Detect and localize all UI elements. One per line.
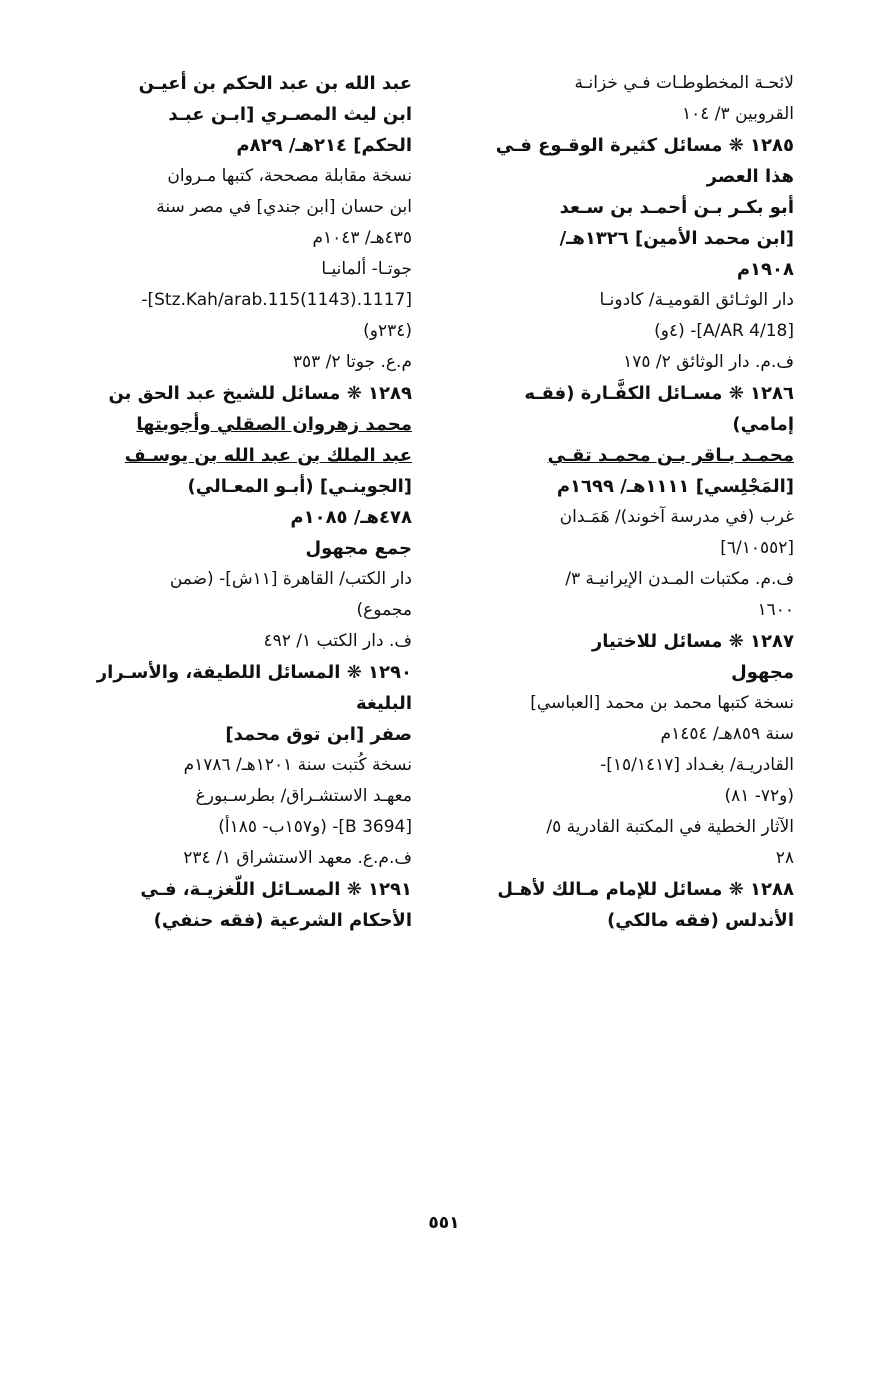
text-line: [1117.Stz.Kah/arab.115(1143)]- (141, 290, 412, 310)
text-line: [B 3694]- (و١٥٧ب- ١٨٥أ) (218, 817, 412, 837)
text-line: دار الوثـائق القوميـة/ كادونـا (599, 290, 794, 310)
text-line: الحكم] ٢١٤هـ/ ٨٢٩م (236, 135, 412, 156)
text-line: لائحـة المخطوطـات فـي خزانـة (574, 73, 794, 93)
text-line: صفر [ابن توق محمد] (225, 724, 412, 745)
text-line: الآثار الخطية في المكتبة القادرية ٥/ (546, 817, 794, 837)
text-line: ف.م.ع. معهد الاستشراق ١/ ٢٣٤ (183, 848, 412, 868)
text-line: (٢٣٤و) (363, 321, 412, 341)
text-line: غرب (في مدرسة آخوند)/ هَمَـدان (559, 507, 794, 527)
text-line: ٤٧٨هـ/ ١٠٨٥م (290, 507, 412, 528)
text-line: نسخة مقابلة مصححة، كتبها مـروان (167, 166, 412, 186)
text-line: ٢٨ (775, 848, 794, 868)
text-line: [المَجْلِسي] ١١١١هـ/ ١٦٩٩م (556, 476, 794, 497)
text-line: عبد الله بن عبد الحكم بن أعيـن (138, 73, 412, 94)
page-number: ٥٥١ (428, 1213, 460, 1233)
text-line: ١٢٨٩ ❋ مسائل للشيخ عبد الحق بن (108, 383, 412, 404)
text-line: الأحكام الشرعية (فقه حنفي) (153, 910, 412, 931)
text-line: الأندلس (فقه مالكي) (607, 910, 794, 931)
text-line: م.ع. جوتا ٢/ ٣٥٣ (292, 352, 412, 372)
text-line: ١٩٠٨م (736, 259, 794, 280)
text-line: مجموع) (356, 600, 412, 620)
text-line: ١٢٨٦ ❋ مسـائل الكفَّـارة (فقـه (524, 383, 794, 404)
text-line: ١٢٩١ ❋ المسـائل اللّغزيـة، فـي (140, 879, 412, 900)
text-line: ٤٣٥هـ/ ١٠٤٣م (312, 228, 412, 248)
text-line: ١٢٨٥ ❋ مسائل كثيرة الوقـوع فـي (495, 135, 794, 156)
text-line: جوتـا- ألمانيـا (321, 259, 412, 279)
text-line: ابن حسان [ابن جندي] في مصر سنة (156, 197, 412, 217)
text-line: البليغة (355, 693, 412, 714)
text-line: محمد زهروان الصقلي وأجوبتها (136, 414, 412, 435)
text-line: مجهول (731, 662, 794, 683)
text-line: القروبين ٣/ ١٠٤ (682, 104, 794, 124)
text-line: معهـد الاستشـراق/ بطرسـبورغ (195, 786, 412, 806)
text-line: محمـد بـاقر بـن محمـد تقـي (547, 445, 794, 466)
text-line: [ابن محمد الأمين] ١٣٢٦هـ/ (559, 228, 794, 249)
text-line: عبد الملك بن عبد الله بن يوسـف (124, 445, 412, 466)
text-line: ١٢٩٠ ❋ المسائل اللطيفة، والأسـرار (96, 662, 412, 683)
text-line: [الجوينـي] (أبـو المعـالي) (187, 476, 412, 497)
text-line: نسخة كُتبت سنة ١٢٠١هـ/ ١٧٨٦م (183, 755, 412, 775)
text-line: ف.م. مكتبات المـدن الإيرانيـة ٣/ (565, 569, 794, 589)
text-line: ١٦٠٠ (757, 600, 794, 620)
text-line: هذا العصر (706, 166, 794, 187)
text-line: [A/AR 4/18]- (٤و) (654, 321, 794, 341)
text-line: ١٢٨٧ ❋ مسائل للاختيار (591, 631, 794, 652)
text-line: سنة ٨٥٩هـ/ ١٤٥٤م (660, 724, 794, 744)
text-line: نسخة كتبها محمد بن محمد [العباسي] (530, 693, 794, 713)
right-column (442, 68, 794, 936)
text-line: ١٢٨٨ ❋ مسائل للإمام مـالك لأهـل (497, 879, 794, 900)
text-line: أبو بكـر بـن أحمـد بن سـعد (559, 197, 794, 218)
text-line: دار الكتب/ القاهرة [١١ش]- (ضمن (169, 569, 412, 589)
text-line: جمع مجهول (305, 538, 412, 559)
text-line: ف. دار الكتب ١/ ٤٩٢ (263, 631, 412, 651)
text-line: القادريـة/ بغـداد [١٥/١٤١٧]- (600, 755, 794, 775)
text-line: ابن ليث المصـري [ابـن عبـد (168, 104, 412, 125)
text-line: ف.م. دار الوثائق ٢/ ١٧٥ (623, 352, 794, 372)
left-column (60, 68, 412, 936)
text-line: (و٧٢- ٨١) (724, 786, 794, 806)
text-line: [٦/١٠٥٥٢] (720, 538, 794, 558)
text-line: إمامي) (732, 414, 794, 435)
